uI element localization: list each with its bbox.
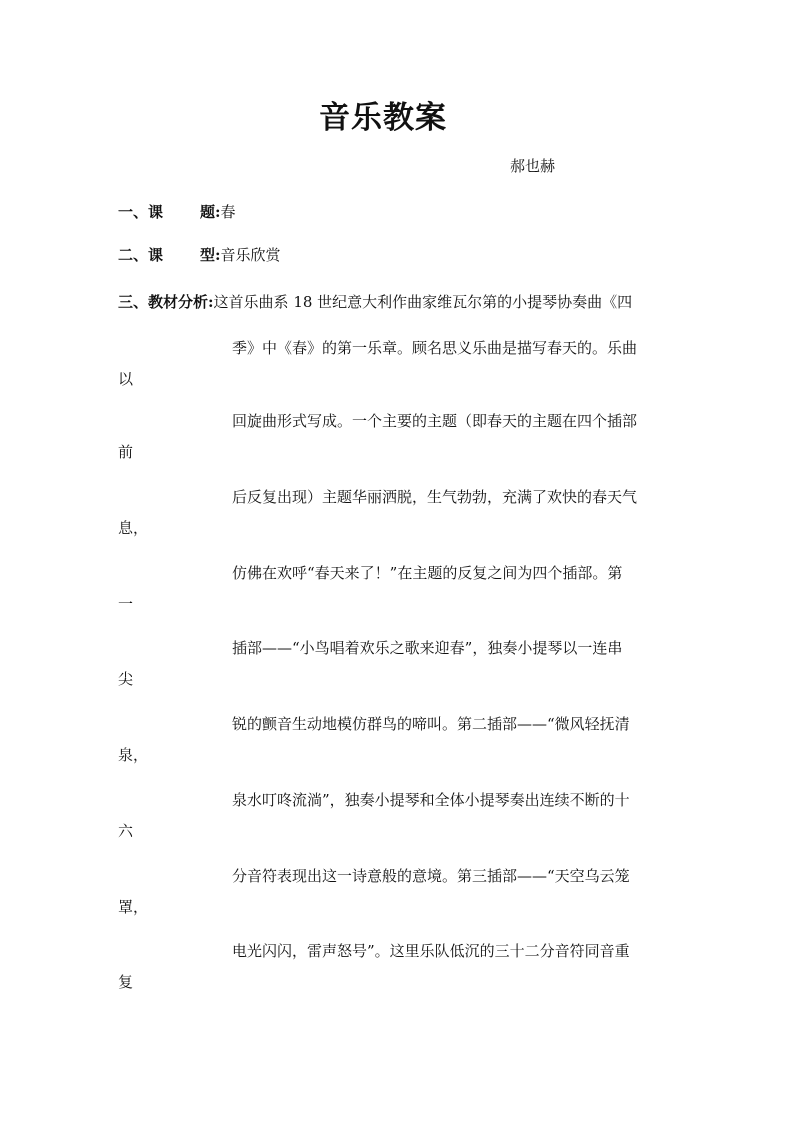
body-line: 后反复出现）主题华丽洒脱，生气勃勃，充满了欢快的春天气 (232, 488, 638, 506)
body-line-overflow: 六 (118, 822, 134, 840)
field-analysis (118, 291, 632, 313)
field-type-value: 音乐欣赏 (220, 246, 281, 264)
body-line: 季》中《春》的第一乐章。顾名思义乐曲是描写春天的。乐曲 (232, 339, 638, 357)
field-topic-value: 春 (220, 203, 236, 221)
body-line: 仿佛在欢呼“春天来了！”在主题的反复之间为四个插部。第 (232, 564, 623, 582)
body-line: 锐的颤音生动地模仿群鸟的啼叫。第二插部——“微风轻抚清 (232, 715, 630, 733)
body-line: 分音符表现出这一诗意般的意境。第三插部——“天空乌云笼 (232, 867, 630, 885)
field-type-label-a: 二、课 (118, 246, 164, 264)
field-type-label-b: 型: (200, 246, 221, 264)
field-topic-label-a: 一、课 (118, 203, 164, 221)
body-line-overflow: 尖 (118, 670, 134, 688)
body-line-overflow: 复 (118, 973, 134, 991)
body-line-overflow: 息， (118, 519, 149, 537)
body-line-overflow: 以 (118, 370, 134, 388)
author-name: 郝也赫 (510, 157, 556, 175)
field-type (118, 244, 281, 266)
field-analysis-first-line: 这首乐曲系 18 世纪意大利作曲家维瓦尔第的小提琴协奏曲《四 (213, 293, 633, 311)
document-title: 音乐教案 (319, 100, 447, 136)
body-line: 泉水叮咚流淌”，独奏小提琴和全体小提琴奏出连续不断的十 (232, 791, 630, 809)
body-line: 插部——“小鸟唱着欢乐之歌来迎春”，独奏小提琴以一连串 (232, 639, 623, 657)
body-line: 回旋曲形式写成。一个主要的主题（即春天的主题在四个插部 (232, 412, 638, 430)
field-topic-label-b: 题: (200, 203, 221, 221)
field-analysis-label: 三、教材分析: (118, 293, 214, 311)
body-line-overflow: 罩， (118, 898, 149, 916)
body-line-overflow: 泉， (118, 746, 149, 764)
field-topic (118, 201, 236, 223)
body-line-overflow: 一 (118, 595, 134, 613)
body-line-overflow: 前 (118, 443, 134, 461)
body-line: 电光闪闪，雷声怒号”。这里乐队低沉的三十二分音符同音重 (232, 942, 630, 960)
